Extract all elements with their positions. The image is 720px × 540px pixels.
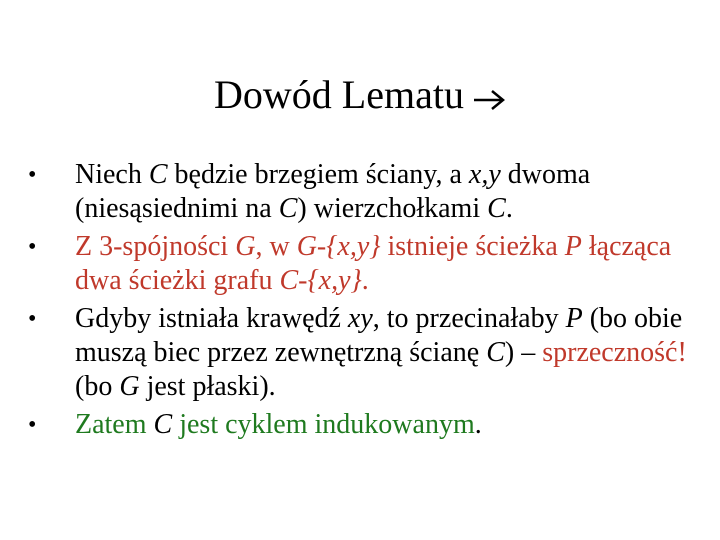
- bullet-marker: •: [28, 234, 37, 260]
- text-run: C-{x,y}: [279, 265, 362, 296]
- text-run: , to przecinałaby: [372, 303, 566, 334]
- bullet-text: [75, 231, 671, 296]
- text-run: C: [487, 193, 506, 224]
- text-run: G: [235, 231, 256, 262]
- text-run: x,y: [468, 159, 501, 190]
- text-run: C: [278, 193, 298, 224]
- text-run: .: [505, 193, 513, 224]
- text-run: G: [119, 371, 140, 402]
- bullet-text: [75, 303, 687, 402]
- text-run: Niech: [75, 159, 149, 190]
- bullet-text: [75, 159, 590, 224]
- bullet-item: [28, 408, 698, 442]
- text-run: łącząca dwa ścieżki grafu: [75, 231, 672, 296]
- text-run: będzie brzegiem ściany, a: [167, 159, 469, 190]
- text-run: Z 3-spójności: [75, 231, 236, 262]
- text-run: P: [564, 231, 582, 262]
- text-run: G-{x,y}: [296, 231, 381, 262]
- text-run: Gdyby istniała krawędź: [75, 303, 348, 334]
- text-run: C: [148, 159, 168, 190]
- text-run: (bo obie muszą biec przez zewnętrzną ścianę: [75, 303, 683, 368]
- bullet-marker: •: [28, 306, 37, 332]
- text-run: ) –: [504, 337, 543, 368]
- text-run: jest cyklem indukowanym: [172, 409, 475, 440]
- bullet-marker: •: [28, 412, 37, 438]
- text-run: .: [361, 265, 369, 296]
- slide-title-text: Dowód Lematu: [214, 72, 464, 117]
- text-run: istnieje ścieżka: [380, 231, 565, 262]
- text-run: jest płaski).: [139, 371, 276, 402]
- bullet-marker: •: [28, 162, 37, 188]
- right-arrow-icon: [472, 74, 506, 124]
- bullet-text: [75, 409, 482, 440]
- slide-title: [0, 70, 720, 124]
- text-run: , w: [255, 231, 297, 262]
- text-run: ) wierzchołkami: [297, 193, 488, 224]
- text-run: .: [474, 409, 482, 440]
- text-run: C: [153, 409, 173, 440]
- text-run: dwoma (niesąsiednimi na: [75, 159, 591, 224]
- bullet-item: [28, 230, 698, 298]
- text-run: (bo: [75, 371, 120, 402]
- bullet-item: [28, 302, 698, 404]
- bullet-list: [28, 158, 698, 446]
- text-run: xy: [347, 303, 373, 334]
- bullet-item: [28, 158, 698, 226]
- text-run: Zatem: [75, 409, 154, 440]
- text-run: P: [565, 303, 583, 334]
- text-run: C: [486, 337, 505, 368]
- text-run: sprzeczność!: [542, 337, 687, 368]
